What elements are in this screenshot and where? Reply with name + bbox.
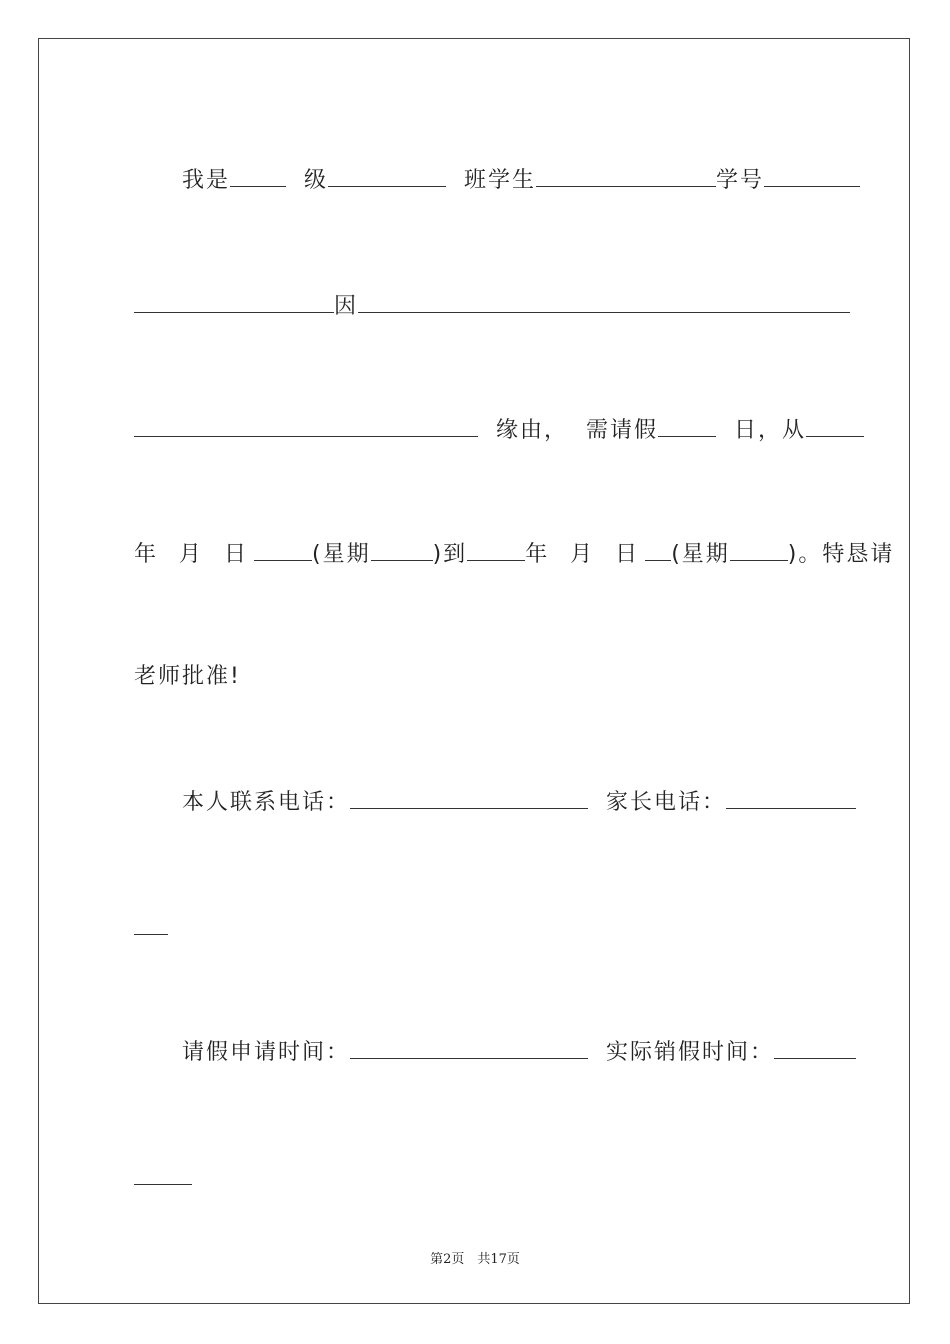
blank-parent-phone[interactable] [726, 786, 856, 809]
page-footer: 第2页 共17页 [430, 1252, 520, 1267]
text-xuehao: 学号 [716, 168, 765, 193]
blank-to-date[interactable] [645, 538, 671, 561]
text-ji: 级 [304, 168, 329, 193]
text-wo-shi: 我是 [182, 168, 231, 193]
text-benren-dianhua: 本人联系电话： [182, 790, 351, 815]
line-date-range [116, 508, 894, 570]
blank-student-name[interactable] [536, 164, 716, 187]
blank-return-time-cont[interactable] [134, 1162, 192, 1185]
blank-reason-cont[interactable] [134, 414, 478, 437]
text-to-date: 年 月 日 [525, 542, 646, 567]
text-shiji-xiaojia-shijian: 实际销假时间： [606, 1040, 775, 1065]
line-approval [116, 632, 241, 692]
line-parent-phone-cont [116, 882, 168, 944]
blank-to-weekday[interactable] [730, 538, 788, 561]
blank-grade[interactable] [230, 164, 286, 187]
text-tekenqing: )。特恳请 [787, 542, 895, 567]
blank-from-weekday[interactable] [371, 538, 433, 561]
blank-student-id-cont[interactable] [134, 290, 334, 313]
blank-apply-time[interactable] [350, 1036, 588, 1059]
blank-student-id[interactable] [764, 164, 860, 187]
text-yuanyou: 缘由， [496, 418, 569, 443]
blank-class[interactable] [328, 164, 446, 187]
text-laoshi-pizhun: 老师批准! [134, 664, 241, 689]
blank-reason[interactable] [358, 290, 850, 313]
text-yin: 因 [334, 294, 359, 319]
blank-from-date[interactable] [254, 538, 312, 561]
blank-parent-phone-cont[interactable] [134, 912, 168, 935]
line-return-time-cont [116, 1132, 192, 1194]
text-ri-cong: 日，从 [734, 418, 807, 443]
text-dao: )到 [432, 542, 468, 567]
text-qingjia-shenqing-shijian: 请假申请时间： [182, 1040, 351, 1065]
text-xu-qingjia: 需请假 [586, 418, 659, 443]
text-xingqi-2: (星期 [671, 542, 730, 567]
line-reason [116, 260, 850, 322]
blank-days[interactable] [658, 414, 716, 437]
text-from-date: 年 月 日 [134, 542, 254, 567]
text-xingqi-1: (星期 [312, 542, 371, 567]
line-leave-days [116, 384, 864, 446]
text-ban-xuesheng: 班学生 [464, 168, 537, 193]
blank-to-year[interactable] [467, 538, 525, 561]
line-phones [164, 756, 856, 818]
blank-own-phone[interactable] [350, 786, 588, 809]
blank-from-year[interactable] [806, 414, 864, 437]
line-student-info [164, 134, 860, 196]
blank-return-time[interactable] [774, 1036, 856, 1059]
line-times [164, 1006, 856, 1068]
text-jiazhang-dianhua: 家长电话： [606, 790, 727, 815]
